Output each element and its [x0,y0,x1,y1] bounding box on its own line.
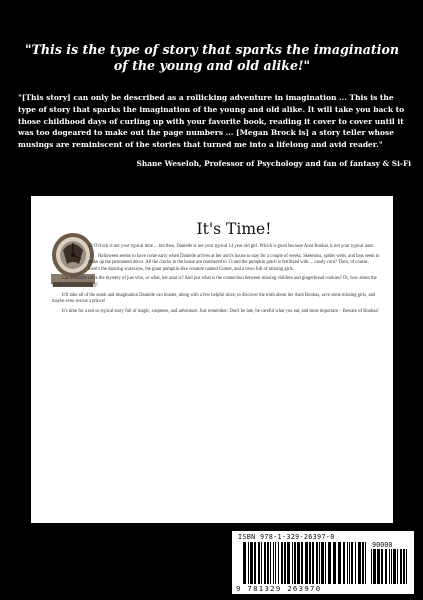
synopsis-paragraph: Halloween seems to have come early when Danielle arrives at her aunt's house to stay for a couple of weeks. Skeletons, spider webs, and bats seem to make up the permanent décor. All the clocks in the house are numbered to 13 and the pumpkin patch is fertilized with ... candy corn? Then, of course, there's the dancing scarecrow, the giant pumpkin-like creature named Gomer, and a town full of missing girls. [88,253,380,272]
barcode-bar [362,542,364,584]
barcode-bar [275,542,276,584]
barcode-bar [316,542,318,584]
price-barcode-bars [371,549,409,584]
barcode-bar [248,542,249,584]
barcode-bar [258,542,260,584]
barcode-bar [338,542,341,584]
barcode-bar [328,542,331,584]
barcode-bar [377,549,380,584]
barcode-bar [358,542,361,584]
price-code: 90000 [372,541,393,549]
review-attribution: Shane Weseloh, Professor of Psychology and fan of fantasy & Si-Fi [136,159,411,168]
barcode-bar [385,549,387,584]
barcode-bar [273,542,274,584]
barcode-bar [355,542,356,584]
review-quote: "[This story] can only be described as a rollicking adventure in imagination ... This is the type of story that sparks the imagination of the young and old alike. It will take you back to those childhood days of curling up with your favorite book, reading it cover to cover until it was too dogeared to make out the page numbers ... [Megan Brock is] a story teller whose musings are reminiscent of the stories that turned me into a lifelong and avid reader." [18,93,405,150]
synopsis-paragraph: 13 O'clock is not your typical time ... but then, Danielle is not your typical 14 year old girl. Which is good because Aunt Boohas is not your typical aunt. [88,244,374,249]
barcode-bar [371,549,372,584]
barcode-bar [281,542,283,584]
barcode-bar [400,549,402,584]
barcode-bar [301,542,303,584]
barcode-bar [264,542,266,584]
barcode-bar [393,549,396,584]
barcode-bar [319,542,320,584]
barcode-bar [312,542,314,584]
barcode-bar [284,542,286,584]
barcode-bar [347,542,348,584]
barcode-bar [297,542,300,584]
barcode-bar [278,542,279,584]
barcode-bar [294,542,296,584]
barcode-bar [365,542,366,584]
isbn-digits: 9 781329 263970 [236,584,322,593]
barcode-bar [321,542,324,584]
ean-barcode-bars [243,542,367,584]
synopsis-panel [31,196,393,523]
synopsis-text [52,244,380,318]
panel-title-text: It's Time! [196,220,272,238]
barcode-bar [261,542,262,584]
barcode-bar [351,542,353,584]
barcode-bar [267,542,269,584]
barcode-bar [250,542,253,584]
barcode-bar [403,549,405,584]
synopsis-paragraph: It'll take all of the snark and imagination Danielle can muster, along with a few helpful mice, to discover the truth about her Aunt Boohas, save some missing girls, and maybe even rescue a prince! [52,292,376,305]
synopsis-paragraph: Can Danielle solve the mystery of just who, or what, her aunt is? And just what is the connection between missing children and gingerbread cookies? Or, how about the whole 13 O'clock thing? [52,276,377,288]
barcode-bar [333,542,336,584]
barcode-bar [292,542,293,584]
isbn-barcode [232,531,414,594]
barcode-bar [381,549,383,584]
barcode-bar [349,542,350,584]
barcode-bar [243,542,246,584]
pull-quote: "This is the type of story that sparks the imagination of the young and old alike!" [24,42,400,73]
barcode-bar [389,549,390,584]
barcode-bar [343,542,345,584]
synopsis-paragraph: It's time for a not so typical story full of magic, suspense, and adventure. Just remember: Don't be late, be careful what you eat, and most important – Beware of Boohas! [62,308,379,314]
barcode-bar [397,549,398,584]
barcode-bar [406,549,407,584]
barcode-bar [391,549,392,584]
barcode-bar [254,542,256,584]
barcode-bar [309,542,311,584]
panel-title [31,220,393,238]
barcode-bar [287,542,290,584]
barcode-bar [305,542,308,584]
barcode-bar [325,542,326,584]
isbn-label: ISBN 978-1-329-26397-0 [238,533,335,541]
barcode-bar [373,549,376,584]
barcode-bar [270,542,271,584]
